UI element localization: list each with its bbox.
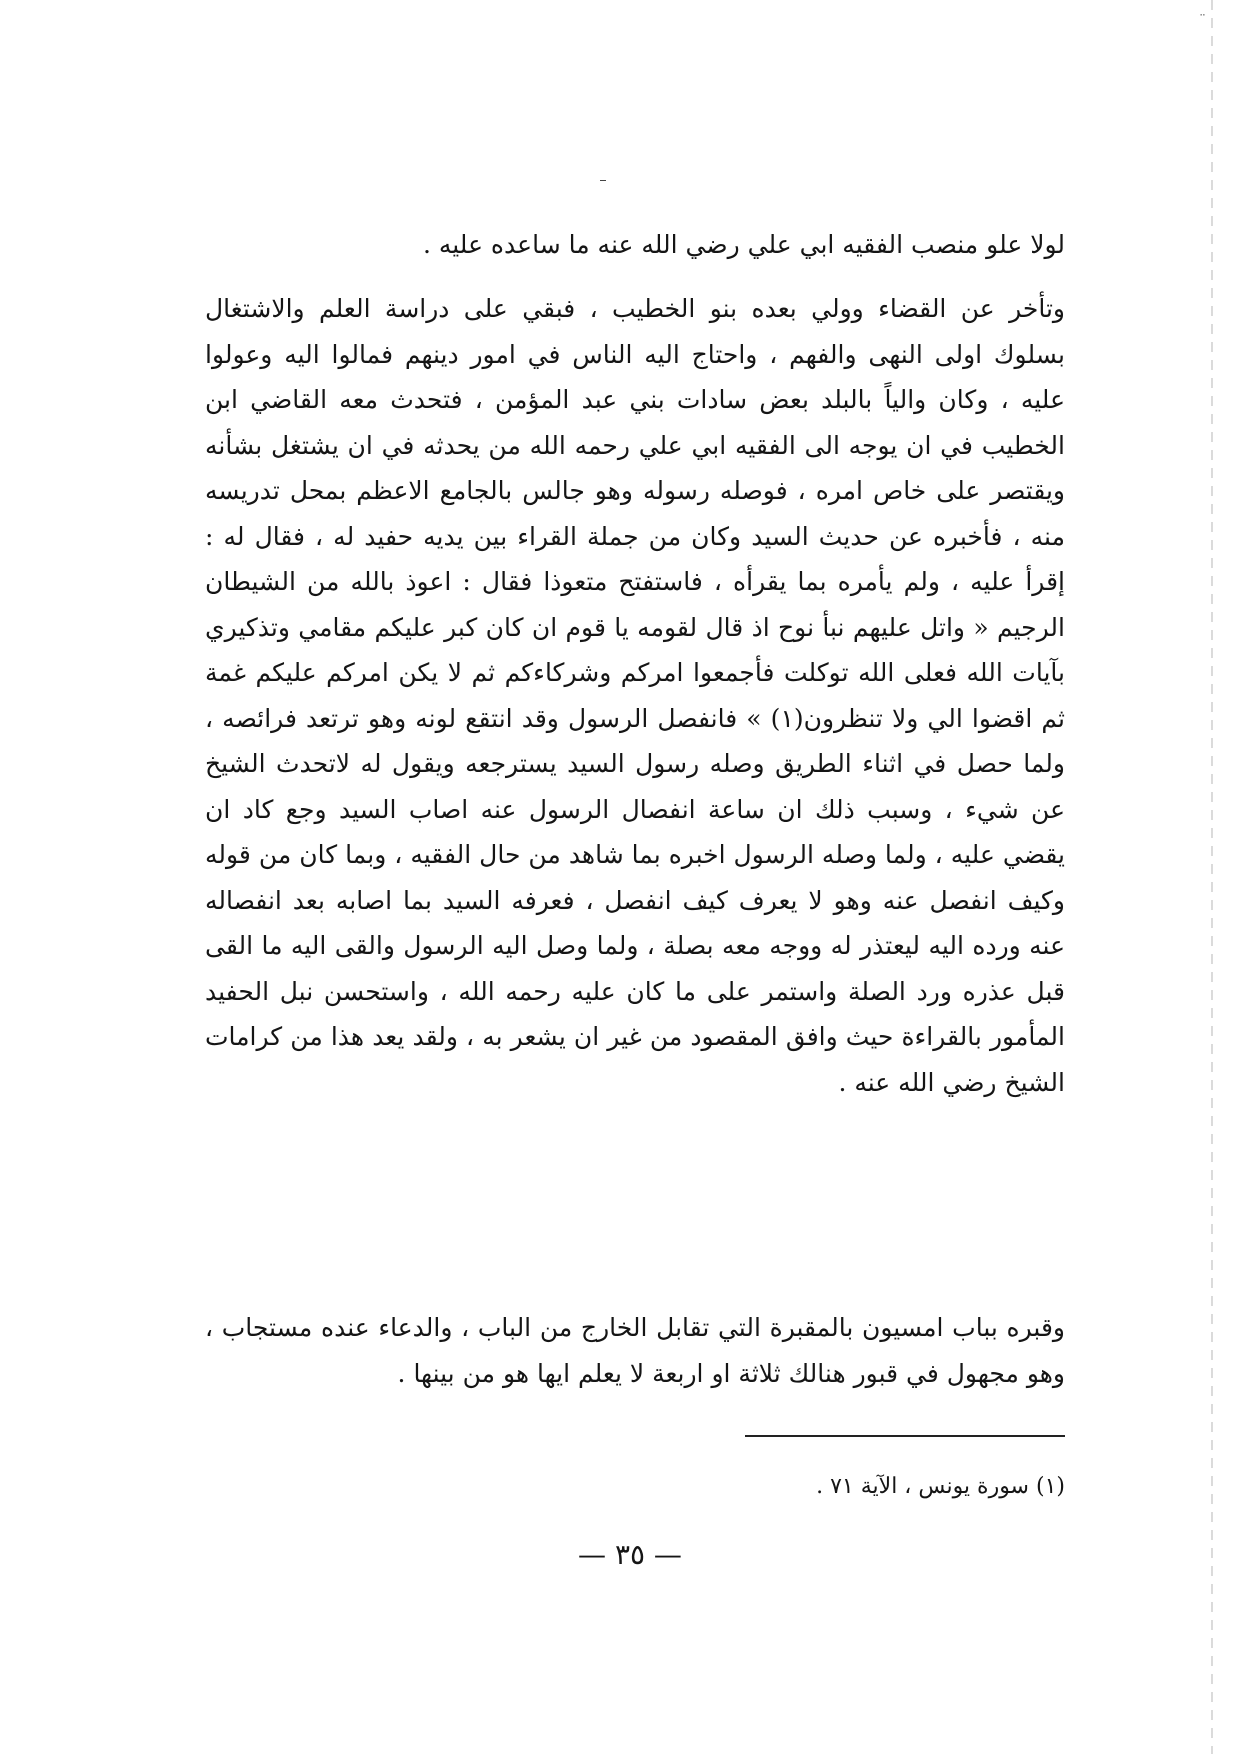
paragraph-2: وتأخر عن القضاء وولي بعده بنو الخطيب ، فبقي على دراسة العلم والاشتغال بسلوك اولى النهى والفهم ، واحتاج اليه الناس في امور دينهم فمالوا اليه وعولوا عليه ، وكان والياً بالبلد بعض سادات بني عبد المؤمن ، فتحدث معه القاضي ابن الخطيب في ان يوجه الى الفقيه ابي علي رحمه الله من يحدثه في ان يشتغل بشأنه ويقتصر على خاص امره ، فوصله رسوله وهو جالس بالجامع الاعظم بمحل تدريسه منه ، فأخبره عن حديث السيد وكان من جملة القراء بين يديه حفيد له ، فقال له : إقرأ عليه ، ولم يأمره بما يقرأه ، فاستفتح متعوذا فقال : اعوذ بالله من الشيطان الرجيم « واتل عليهم نبأ نوح اذ قال لقومه يا قوم ان كان كبر عليكم مقامي وتذكيري بآيات الله فعلى الله توكلت فأجمعوا امركم وشركاءكم ثم لا يكن امركم عليكم غمة ثم اقضوا الي ولا تنظرون(١) » فانفصل الرسول وقد انتقع لونه وهو ترتعد فرائصه ، ولما حصل في اثناء الطريق وصله رسول السيد يسترجعه ويقول له لاتحدث الشيخ عن شيء ، وسبب ذلك ان ساعة انفصال الرسول عنه اصاب السيد وجع كاد ان يقضي عليه ، ولما وصله الرسول اخبره بما شاهد من حال الفقيه ، وبما كان من قوله وكيف انفصل عنه وهو لا يعرف كيف انفصل ، فعرفه السيد بما اصابه بعد انفصاله عنه ورده اليه ليعتذر له ووجه معه بصلة ، ولما وصل اليه الرسول والقى اليه ما القى قبل عذره ورد الصلة واستمر على ما كان عليه رحمه الله ، واستحسن نبل الحفيد المأمور بالقراءة حيث وافق المقصود من غير ان يشعر به ، ولقد يعد هذا من كرامات الشيخ رضي الله عنه . bbox=[205, 294, 1065, 1097]
page-number: — ٣٥ — bbox=[578, 1538, 682, 1571]
paragraph-3: وقبره بباب امسيون بالمقبرة التي تقابل الخارج من الباب ، والدعاء عنده مستجاب ، وهو مجهول في قبور هنالك ثلاثة او اربعة لا يعلم ايها هو من بينها . bbox=[205, 1313, 1065, 1388]
scan-edge-artifact bbox=[1211, 0, 1213, 1754]
footnote-divider bbox=[745, 1435, 1065, 1437]
scan-corner-mark: ¨ bbox=[1199, 13, 1206, 29]
footnote: (١) سورة يونس ، الآية ٧١ . bbox=[816, 1474, 1065, 1499]
paragraph-1: لولا علو منصب الفقيه ابي علي رضي الله عنه ما ساعده عليه . bbox=[422, 230, 1065, 259]
scan-mark bbox=[600, 180, 606, 181]
